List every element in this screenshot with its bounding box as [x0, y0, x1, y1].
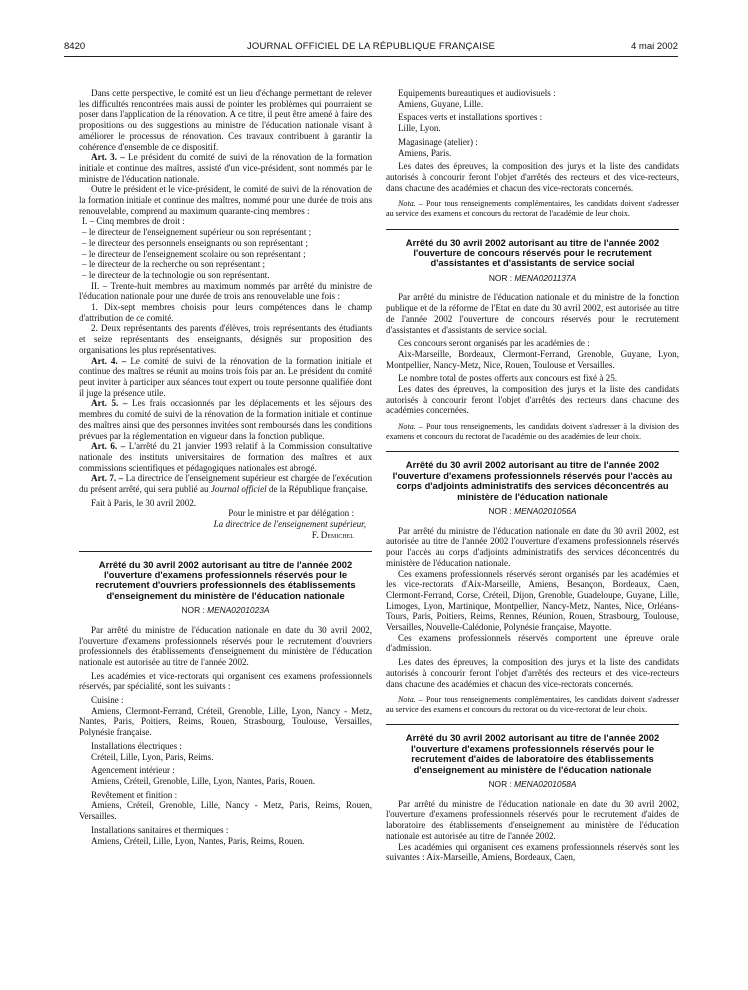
- left-column: [79, 88, 372, 846]
- article-6: [79, 441, 372, 473]
- signature-line: Pour le ministre et par délégation :: [228, 508, 354, 519]
- decree-title: Arrêté du 30 avril 2002 autorisant au titre de l'année 2002 l'ouverture d'examens professionnels réservés pour l'accès au corps d'adjoints administratifs des services déconcentrés au ministère de l'éducation nationale: [392, 459, 673, 502]
- list-item: – le directeur de la technologie ou son représentant.: [82, 269, 270, 280]
- list-item: – le directeur de l'enseignement supérieur ou son représentant ;: [82, 227, 312, 238]
- paragraph: Les dates des épreuves, la composition des jurys et la liste des candidats autorisés à concourir feront l'objet d'arrêtés des recteurs et des vice-recteurs, dans chacune des académies et chacun des vice-rectorats concernés.: [386, 161, 679, 193]
- article-text: Les frais occasionnés par les déplacements et les séjours des membres du comité de suivi de la rénovation de la formation initiale et continue des maîtres ainsi que des personnes invitées sont remboursés dans les conditions prévues par la réglementation en vigueur dans la fonction publique.: [79, 398, 372, 441]
- speciality-name: Installations électriques :: [91, 740, 182, 751]
- nota: Nota. – Pour tous renseignements, les candidats doivent s'adresser à la division des examens et concours du rectorat de l'académie ou des académies de leur choix.: [386, 422, 680, 441]
- right-column: [386, 88, 679, 863]
- nota: Nota. – Pour tous renseignements complémentaires, les candidats doivent s'adresser au service des examens et concours du rectorat de l'académie de leur choix.: [386, 199, 679, 218]
- speciality-places: Amiens, Paris.: [398, 147, 452, 158]
- section-divider: [79, 551, 372, 552]
- article-label: Art. 5. –: [91, 398, 128, 409]
- article-label: Art. 7. –: [91, 473, 124, 484]
- journal-reference: Journal officiel: [210, 484, 267, 495]
- paragraph: Ces examens professionnels réservés seront organisés par les académies et les vice-rectorats d'Aix-Marseille, Amiens, Besançon, Bordeaux, Caen, Clermont-Ferrand, Corse, Créteil, Dijon, Grenoble, Guadeloupe, Guyane, Lille, Limoges, Lyon, Martinique, Montpellier, Nancy-Metz, Nantes, Nice, Orléans-Tours, Paris, Poitiers, Reims, Rennes, Réunion, Rouen, Strasbourg, Toulouse, Versailles, Nouvelle-Calédonie, Polynésie française, Mayotte.: [386, 568, 679, 633]
- paragraph: Les dates des épreuves, la composition des jurys et la liste des candidats autorisés à concourir feront l'objet d'arrêtés des recteurs et des vice-recteurs dans chacune des académies et chacun des vice-rectorats concernés.: [386, 657, 679, 689]
- section-heading: I. – Cinq membres de droit :: [82, 216, 185, 227]
- section-divider: [386, 724, 679, 725]
- page-header: [64, 41, 678, 55]
- nota: Nota. – Pour tous renseignements complémentaires, les candidats doivent s'adresser au service des examens et concours du rectorat ou du vice-rectorat de leur choix.: [386, 695, 679, 714]
- speciality-places: Lille, Lyon.: [398, 123, 441, 134]
- page-number: 8420: [64, 41, 86, 52]
- speciality-places: Amiens, Créteil, Lille, Lyon, Nantes, Paris, Reims, Rouen.: [91, 835, 305, 846]
- article-text: de la République française.: [266, 484, 368, 495]
- decree-title: Arrêté du 30 avril 2002 autorisant au titre de l'année 2002 l'ouverture d'examens professionnels réservés pour le recrutement d'ouvriers professionnels des établissements d'enseignement du ministère de l'éducation nationale: [95, 558, 356, 601]
- paragraph: Ces examens professionnels réservés comportent une épreuve orale d'admission.: [386, 632, 679, 654]
- speciality-places: Amiens, Guyane, Lille.: [398, 98, 484, 109]
- paragraph: Ces concours seront organisés par les académies de :: [398, 338, 590, 349]
- section-divider: [386, 451, 679, 452]
- speciality-places: Amiens, Clermont-Ferrand, Créteil, Grenoble, Lille, Lyon, Nancy - Metz, Nantes, Paris, Poitiers, Reims, Rouen, Strasbourg, Toulouse, Versailles, Polynésie française.: [79, 705, 372, 738]
- paragraph: Aix-Marseille, Bordeaux, Clermont-Ferrand, Grenoble, Guyane, Lyon, Montpellier, Nancy-Metz, Nice, Rouen, Toulouse et Versailles.: [386, 348, 679, 370]
- speciality-places: Amiens, Créteil, Grenoble, Lille, Nancy - Metz, Paris, Reims, Rouen, Versailles.: [79, 800, 372, 822]
- paragraph: Par arrêté du ministre de l'éducation nationale et du ministre de la fonction publique et de la réforme de l'Etat en date du 30 avril 2002, est autorisée au titre de l'année 2002 l'ouverture de concours réservés pour le recrutement d'assistantes et d'assistants de service social.: [386, 292, 679, 335]
- paragraph: Dans cette perspective, le comité est un lieu d'échange permettant de relever les difficultés rencontrées mais aussi de pointer les problèmes qui pourraient se poser dans l'application de la rénovation. A ce titre, il peut être amené à faire des propositions ou des suggestions au ministre de l'éducation nationale visant à améliorer le processus de rénovation. Ces travaux contribuent à garantir la cohérence d'ensemble de ce dispositif.: [79, 88, 372, 152]
- article-7: [79, 473, 372, 494]
- list-item: 1. Dix-sept membres choisis pour leurs compétences dans le champ d'attribution de ce comité.: [79, 302, 372, 323]
- journal-title: JOURNAL OFFICIEL DE LA RÉPUBLIQUE FRANÇAISE: [246, 41, 496, 52]
- speciality-name: Installations sanitaires et thermiques :: [91, 824, 229, 835]
- speciality-name: Equipements bureautiques et audiovisuels :: [398, 88, 556, 98]
- article-label: Art. 6. –: [91, 441, 126, 452]
- paragraph: Le nombre total de postes offerts aux concours est fixé à 25.: [398, 373, 618, 384]
- speciality-name: Magasinage (atelier) :: [398, 136, 478, 147]
- signature-place-date: Fait à Paris, le 30 avril 2002.: [91, 497, 197, 508]
- section-divider: [386, 229, 679, 230]
- article-text: L'arrêté du 21 janvier 1993 relatif à la Commission consultative nationale des instituts universitaires de formation des maîtres et aux commissions scientifiques et pédagogiques nationales est abrogé.: [79, 441, 372, 473]
- publication-date: 4 mai 2002: [630, 41, 678, 52]
- paragraph: Par arrêté du ministre de l'éducation nationale en date du 30 avril 2002, l'ouverture d'examens professionnels réservés pour le recrutement d'aides de laboratoire des établissements d'enseignement au ministère de l'éducation nationale est autorisée au titre de l'année 2002.: [386, 798, 679, 841]
- speciality-name: Agencement intérieur :: [91, 765, 175, 776]
- section-heading: II. – Trente-huit membres au maximum nommés par arrêté du ministre de l'éducation nationale pour une durée de trois ans renouvelable une fois :: [79, 280, 372, 302]
- article-text: Le comité de suivi de la rénovation de la formation initiale et continue des maîtres se réunit au moins trois fois par an. Le président du comité peut inviter à participer aux séances tout expert ou toute personne qualifiée dont il juge la présence utile.: [79, 355, 372, 398]
- list-item: 2. Deux représentants des parents d'élèves, trois représentants des étudiants et seize représentants des enseignants, désignés sur proposition des organisations les plus représentatives.: [79, 323, 372, 355]
- header-rule: [64, 56, 678, 57]
- speciality-name: Espaces verts et installations sportives :: [398, 112, 543, 123]
- decree-title: Arrêté du 30 avril 2002 autorisant au titre de l'année 2002 l'ouverture de concours réservés pour le recrutement d'assistantes et d'assistants de service social: [405, 236, 660, 269]
- speciality-name: Cuisine :: [91, 695, 124, 706]
- paragraph: Les académies et vice-rectorats qui organisent ces examens professionnels réservés, par spécialité, sont les suivants :: [79, 670, 372, 692]
- decree-title: Arrêté du 30 avril 2002 autorisant au titre de l'année 2002 l'ouverture d'examens professionnels réservés pour le recrutement d'aides de laboratoire des établissements d'enseignement au ministère de l'éducation nationale: [405, 732, 660, 775]
- nor-reference: NOR : MENA0201058A: [488, 779, 577, 790]
- list-item: – le directeur de l'enseignement scolaire ou son représentant ;: [82, 248, 306, 259]
- article-5: [79, 398, 372, 441]
- speciality-name: Revêtement et finition :: [91, 789, 178, 800]
- article-text: Le président du comité de suivi de la rénovation de la formation initiale et continue des maîtres, assisté d'un vice-président, sont nommés par le ministre de l'éducation nationale.: [79, 152, 372, 184]
- nor-reference: NOR : MENA0201056A: [488, 505, 577, 516]
- article-text: La directrice de l'enseignement supérieur est chargée de l'exécution du présent arrêté, qui sera publié au: [79, 473, 372, 495]
- paragraph: Les dates des épreuves, la composition des jurys et la liste des candidats autorisés à concourir feront l'objet d'arrêtés des recteurs dans chacune des académies concernées.: [386, 384, 679, 416]
- signatory-name: F. Demichel: [311, 529, 354, 540]
- nor-reference: NOR : MENA0201023A: [181, 605, 270, 616]
- paragraph: Les académies qui organisent ces examens professionnels réservés sont les suivantes : Aix-Marseille, Amiens, Bordeaux, Caen,: [386, 841, 679, 863]
- paragraph: Par arrêté du ministre de l'éducation nationale en date du 30 avril 2002, l'ouverture d'examens professionnels réservés pour le recrutement d'ouvriers professionnels des établissements d'enseignement du ministère de l'éducation nationale est autorisée au titre de l'année 2002.: [79, 624, 372, 667]
- list-item: – le directeur des personnels enseignants ou son représentant ;: [82, 237, 309, 248]
- speciality-places: Créteil, Lille, Lyon, Paris, Reims.: [91, 751, 214, 762]
- article-3: [79, 152, 372, 184]
- paragraph: Par arrêté du ministre de l'éducation nationale en date du 30 avril 2002, est autorisée au titre de l'année 2002 l'ouverture d'examens professionnels réservés pour l'accès au corps d'adjoints administratifs des services déconcentrés du ministère de l'éducation nationale.: [386, 525, 679, 568]
- speciality-places: Amiens, Créteil, Grenoble, Lille, Lyon, Nantes, Paris, Rouen.: [91, 776, 316, 786]
- article-label: Art. 4. –: [91, 355, 127, 366]
- article-label: Art. 3. –: [91, 152, 125, 163]
- list-item: – le directeur de la recherche ou son représentant ;: [82, 259, 266, 270]
- paragraph: Outre le président et le vice-président, le comité de suivi de la rénovation de la formation initiale et continue des maîtres, nommé pour une durée de trois ans renouvelable, comprend au maximum quarante-cinq membres :: [79, 184, 372, 216]
- article-4: [79, 356, 372, 399]
- signature-title: La directrice de l'enseignement supérieur,: [213, 519, 366, 530]
- nor-reference: NOR : MENA0201137A: [488, 272, 577, 283]
